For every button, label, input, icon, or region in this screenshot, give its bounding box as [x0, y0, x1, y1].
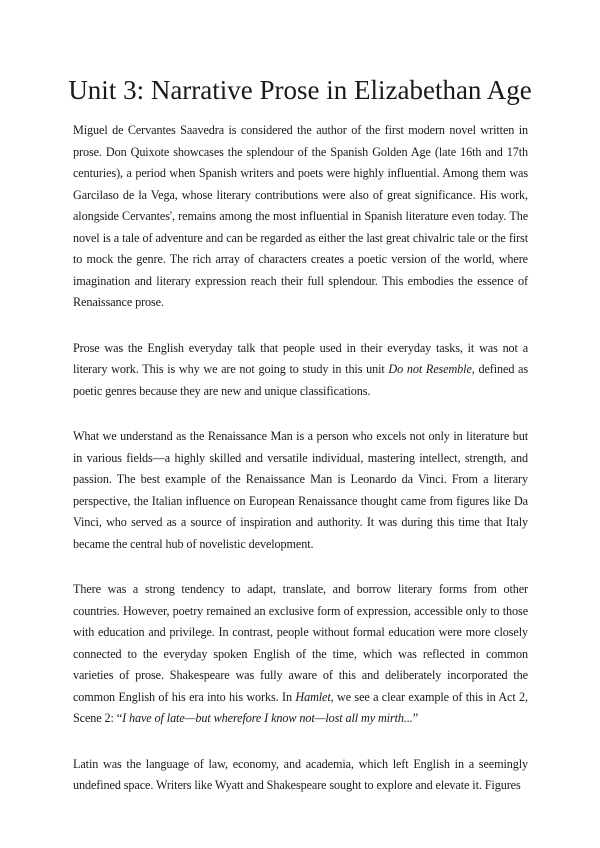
paragraph-latin: Latin was the language of law, economy, and academia, which left English in a seemingly undefined space. Writers like Wyatt and Shakespeare sought to explore and elevate it. Figures — [73, 756, 528, 792]
paragraph-cervantes: Miguel de Cervantes Saavedra is considered the author of the first modern novel written in prose. Don Quixote showcases the splendour of the Spanish Golden Age (late 16th and 17th centuries), a period when Spanish writers and poets were highly influential. Among them was Garcilaso de la Vega, whose literary contributions were also of great significance. His work, alongside Cervantes', remains among the most influential in Spanish literature even today. The novel is a tale of adventure and can be regarded as either the last great chivalric tale or the first to mock the genre. The rich array of characters creates a poetic version of the world, where imagination and literary expression reach their full splendour. This embodies the essence of Renaissance prose. — [73, 123, 528, 309]
italic-quotation: I have of late—but wherefore I know not—lost all my mirth... — [122, 711, 413, 725]
page-title: Unit 3: Narrative Prose in Elizabethan Age — [68, 75, 532, 105]
document-body — [73, 120, 528, 821]
paragraph-text-segment: ” — [412, 711, 419, 725]
italic-term: Do not Resemble — [388, 362, 472, 376]
paragraph-prose-definition — [73, 338, 528, 403]
paragraph-shakespeare — [73, 579, 528, 730]
paragraph-text-segment: There was a strong tendency to adapt, translate, and borrow literary forms from other countries. However, poetry remained an exclusive form of expression, accessible only to those with education and privilege. In contrast, people without formal education were more closely connected to the everyday spoken English of the time, which was reflected in common varieties of prose. Shakespeare was fully aware of this and deliberately incorporated the common English of his era into his works. In — [73, 582, 528, 704]
italic-work-title: Hamlet — [295, 689, 331, 704]
paragraph-text-segment: , defined as poetic genres because they are new and unique classifications. — [73, 362, 529, 398]
paragraph-renaissance-man: What we understand as the Renaissance Man is a person who excels not only in literature but in various fields—a highly skilled and versatile individual, mastering intellect, strength, and passion. The best example of the Renaissance Man is Leonardo da Vinci. From a literary perspective, the Italian influence on European Renaissance thought came from figures like Da Vinci, who served as a source of inspiration and authority. It was during this time that Italy became the central hub of novelistic development. — [73, 429, 528, 551]
paragraph-text-segment: Prose was the English everyday talk that people used in their everyday tasks, it was not a literary work. This is why we are not going to study in this unit — [73, 340, 528, 376]
paragraph-text-segment: , we see a clear example of this in Act 2, Scene 2: “ — [73, 689, 528, 725]
